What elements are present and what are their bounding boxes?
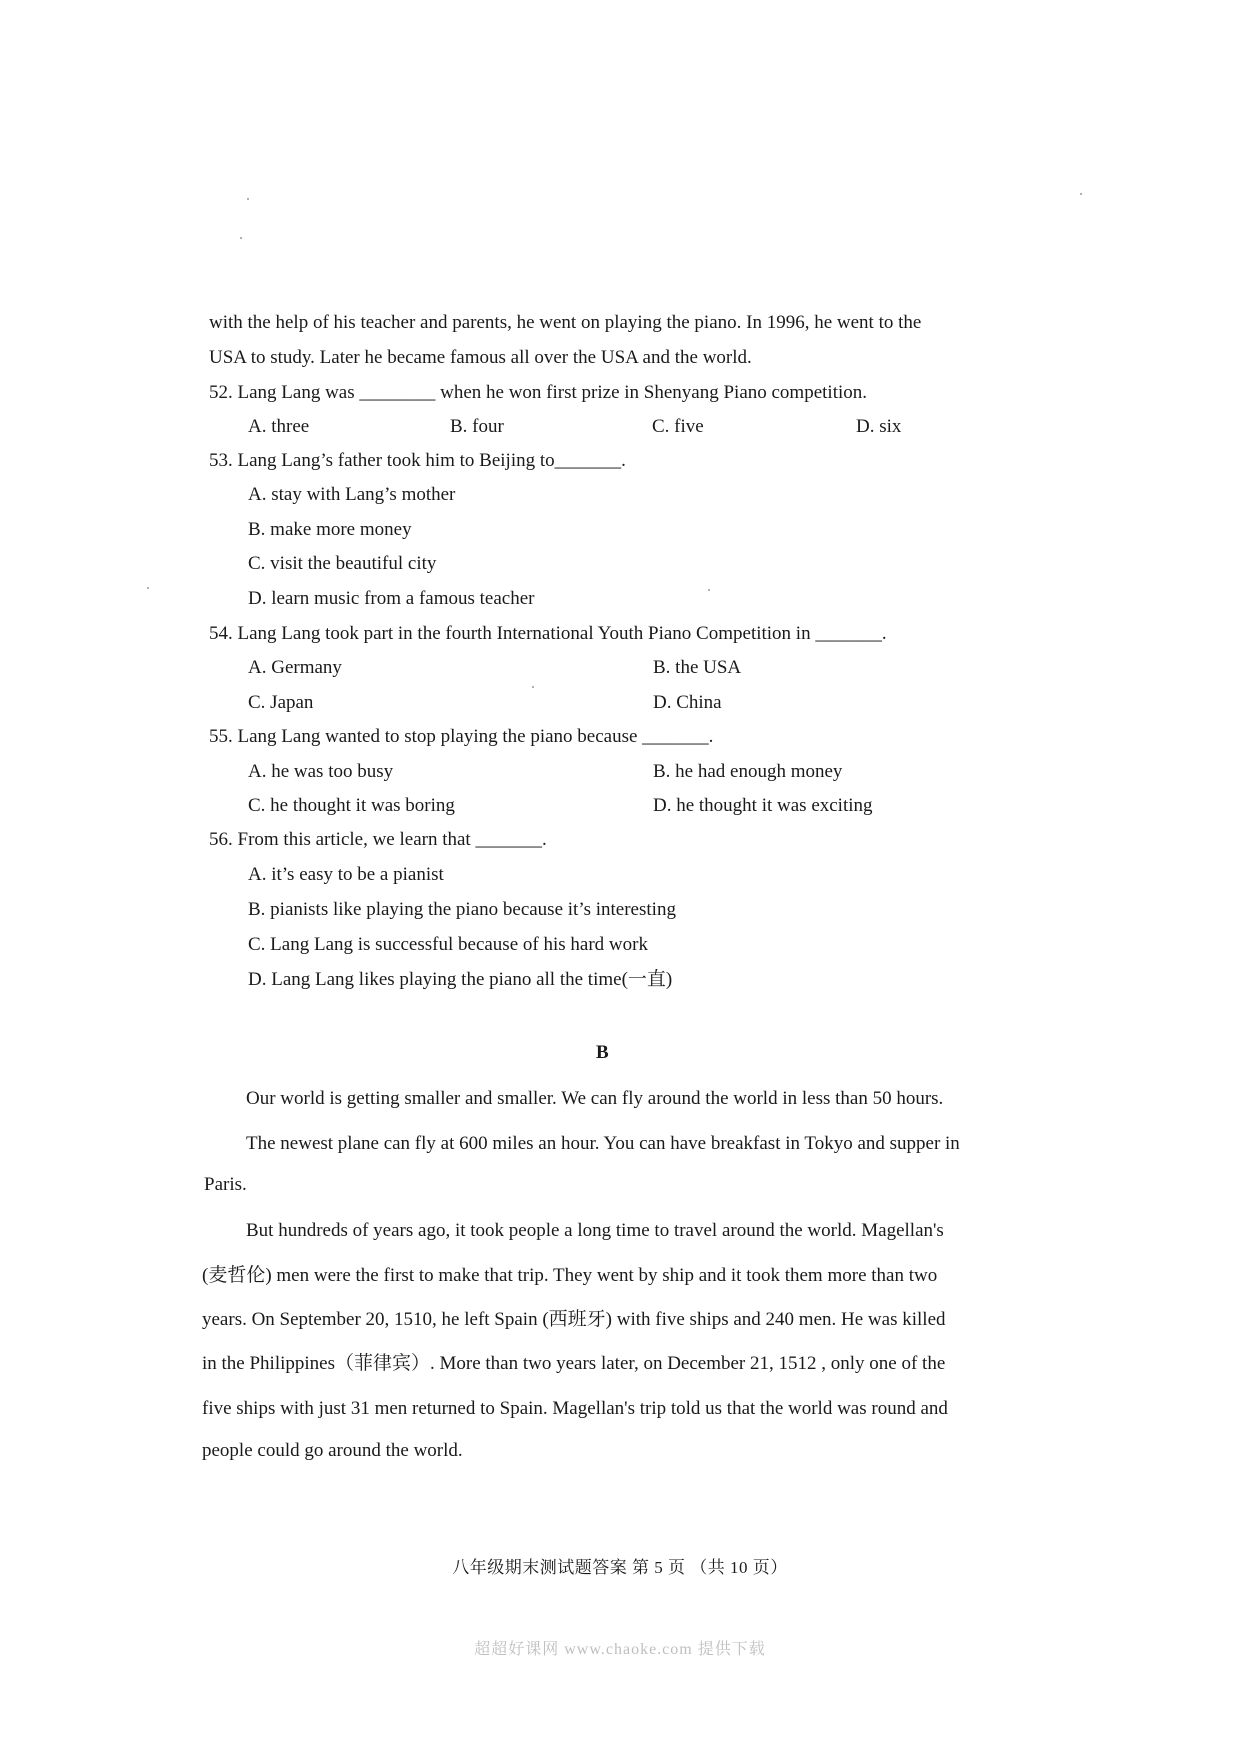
scan-speck (147, 587, 149, 589)
question-54-option-b[interactable]: B. the USA (653, 657, 742, 678)
scan-speck (247, 198, 249, 200)
question-52-stem: 52. Lang Lang was ________ when he won first prize in Shenyang Piano competition. (209, 382, 868, 403)
question-55-stem: 55. Lang Lang wanted to stop playing the piano because _______. (209, 726, 714, 747)
question-53-stem: 53. Lang Lang’s father took him to Beijing to_______. (209, 450, 626, 471)
question-55-option-a[interactable]: A. he was too busy (248, 761, 394, 782)
question-55-option-d[interactable]: D. he thought it was exciting (653, 795, 873, 816)
section-b-line: But hundreds of years ago, it took people a long time to travel around the world. Magellan's (246, 1220, 944, 1241)
question-52-option-d[interactable]: D. six (856, 416, 902, 437)
question-53-option-a[interactable]: A. stay with Lang’s mother (248, 484, 456, 505)
page-footer: 八年级期末测试题答案 第 5 页 （共 10 页） (452, 1558, 788, 1577)
scan-speck (708, 589, 710, 591)
question-53-option-d[interactable]: D. learn music from a famous teacher (248, 588, 535, 609)
section-b-line: five ships with just 31 men returned to Spain. Magellan's trip told us that the world was round and (202, 1398, 948, 1419)
scan-speck (240, 237, 242, 239)
scan-speck (532, 686, 534, 688)
watermark: 超超好课网 www.chaoke.com 提供下载 (474, 1641, 766, 1658)
question-56-option-b[interactable]: B. pianists like playing the piano because it’s interesting (248, 899, 676, 920)
question-52-option-b[interactable]: B. four (450, 416, 504, 437)
question-56-option-d[interactable]: D. Lang Lang likes playing the piano all the time(一直) (248, 969, 673, 990)
question-53-option-b[interactable]: B. make more money (248, 519, 412, 540)
section-b-line: Our world is getting smaller and smaller. We can fly around the world in less than 50 hours. (246, 1088, 944, 1109)
question-55-option-b[interactable]: B. he had enough money (653, 761, 843, 782)
section-b-heading: B (596, 1042, 609, 1063)
question-55-option-c[interactable]: C. he thought it was boring (248, 795, 455, 816)
section-b-line: people could go around the world. (202, 1440, 463, 1461)
question-52-option-a[interactable]: A. three (248, 416, 310, 437)
passage-a-line: with the help of his teacher and parents, he went on playing the piano. In 1996, he went to the (209, 312, 922, 333)
section-b-line: in the Philippines（菲律宾）. More than two years later, on December 21, 1512 , only one of the (202, 1353, 946, 1374)
section-b-line: (麦哲伦) men were the first to make that trip. They went by ship and it took them more than two (202, 1265, 938, 1286)
scan-speck (1080, 193, 1082, 195)
section-b-line: years. On September 20, 1510, he left Spain (西班牙) with five ships and 240 men. He was killed (202, 1309, 946, 1330)
question-53-option-c[interactable]: C. visit the beautiful city (248, 553, 437, 574)
question-54-stem: 54. Lang Lang took part in the fourth International Youth Piano Competition in _______. (209, 623, 887, 644)
question-52-option-c[interactable]: C. five (652, 416, 704, 437)
question-56-stem: 56. From this article, we learn that _______. (209, 829, 547, 850)
question-56-option-c[interactable]: C. Lang Lang is successful because of his hard work (248, 934, 648, 955)
question-54-option-c[interactable]: C. Japan (248, 692, 314, 713)
section-b-line: The newest plane can fly at 600 miles an hour. You can have breakfast in Tokyo and supper in (246, 1133, 960, 1154)
passage-a-line: USA to study. Later he became famous all over the USA and the world. (209, 347, 752, 368)
section-b-line: Paris. (204, 1174, 247, 1195)
question-54-option-d[interactable]: D. China (653, 692, 722, 713)
question-56-option-a[interactable]: A. it’s easy to be a pianist (248, 864, 444, 885)
question-54-option-a[interactable]: A. Germany (248, 657, 342, 678)
